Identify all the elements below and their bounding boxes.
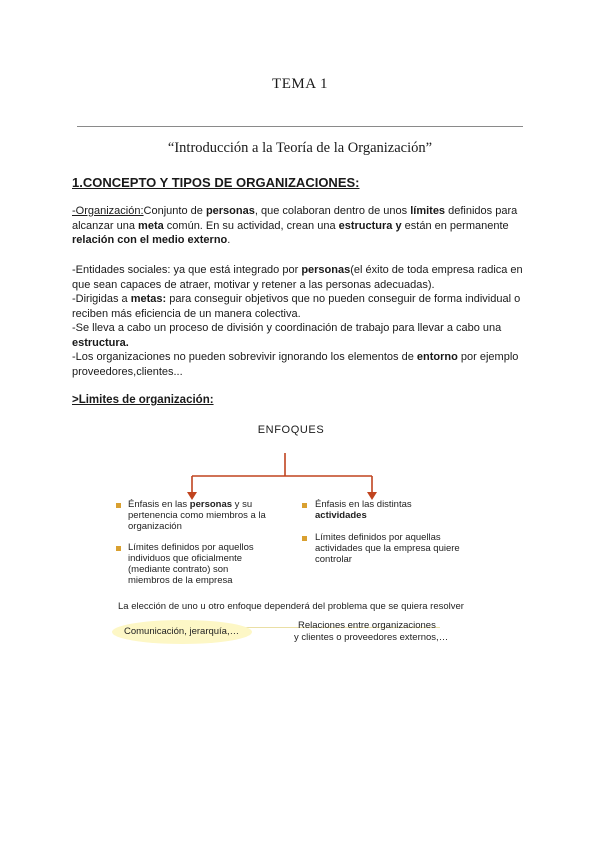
definition-label: -Organización: [72,205,144,217]
bullet-icon [302,503,307,508]
bullet-icon [116,503,121,508]
page-subtitle: “Introducción a la Teoría de la Organización” [167,140,433,156]
example-right-line2: y clientes o proveedores externos,… [294,632,449,643]
example-right-line1: Relaciones entre organizaciones [298,620,436,631]
characteristic-entorno: -Los organizaciones no pueden sobrevivir ignorando los elementos de entorno por ejemplo proveedores,clientes... [72,351,519,378]
left-bullet-2: Límites definidos por aquellos individuos que oficialmente (mediante contrato) son miembros de la empresa [128,542,254,586]
characteristic-estructura: -Se lleva a cabo un proceso de división y coordinación de trabajo para llevar a cabo una estructura. [72,322,502,349]
right-bullet-1: Énfasis en las distintas actividades [315,499,412,521]
definition-paragraph: -Organización:Conjunto de personas, que colaboran dentro de unos límites definidos para alcanzar una meta común. En su actividad, crean una estructura y están en permanente relación con el medio externo. [72,205,518,246]
title-divider [77,126,523,127]
example-left: Comunicación, jerarquía,… [124,626,240,637]
characteristic-entidades: -Entidades sociales: ya que está integrado por personas(el éxito de toda empresa radica en que sean capaces de atraer, motivar y retener a las personas adecuadas). [72,264,523,291]
diagram-note: La elección de uno u otro enfoque dependerá del problema que se quiera resolver [118,601,464,612]
bullet-icon [116,546,121,551]
characteristic-metas: -Dirigidas a metas: para conseguir objetivos que no pueden conseguir de forma individual o reciben más eficiencia de un manera colectiva. [72,293,521,320]
section-heading-concepto: 1.CONCEPTO Y TIPOS DE ORGANIZACIONES: [72,175,360,190]
left-bullet-1: Énfasis en las personas y su pertenencia como miembros a la organización [128,499,266,532]
right-bullet-2: Límites definidos por aquellas actividades que la empresa quiere controlar [315,532,460,565]
page-title: TEMA 1 [272,76,328,92]
diagram-arrows [180,452,390,502]
section-heading-limites: >Limites de organización: [72,394,214,406]
bullet-icon [302,536,307,541]
diagram-root-label: ENFOQUES [257,424,325,436]
